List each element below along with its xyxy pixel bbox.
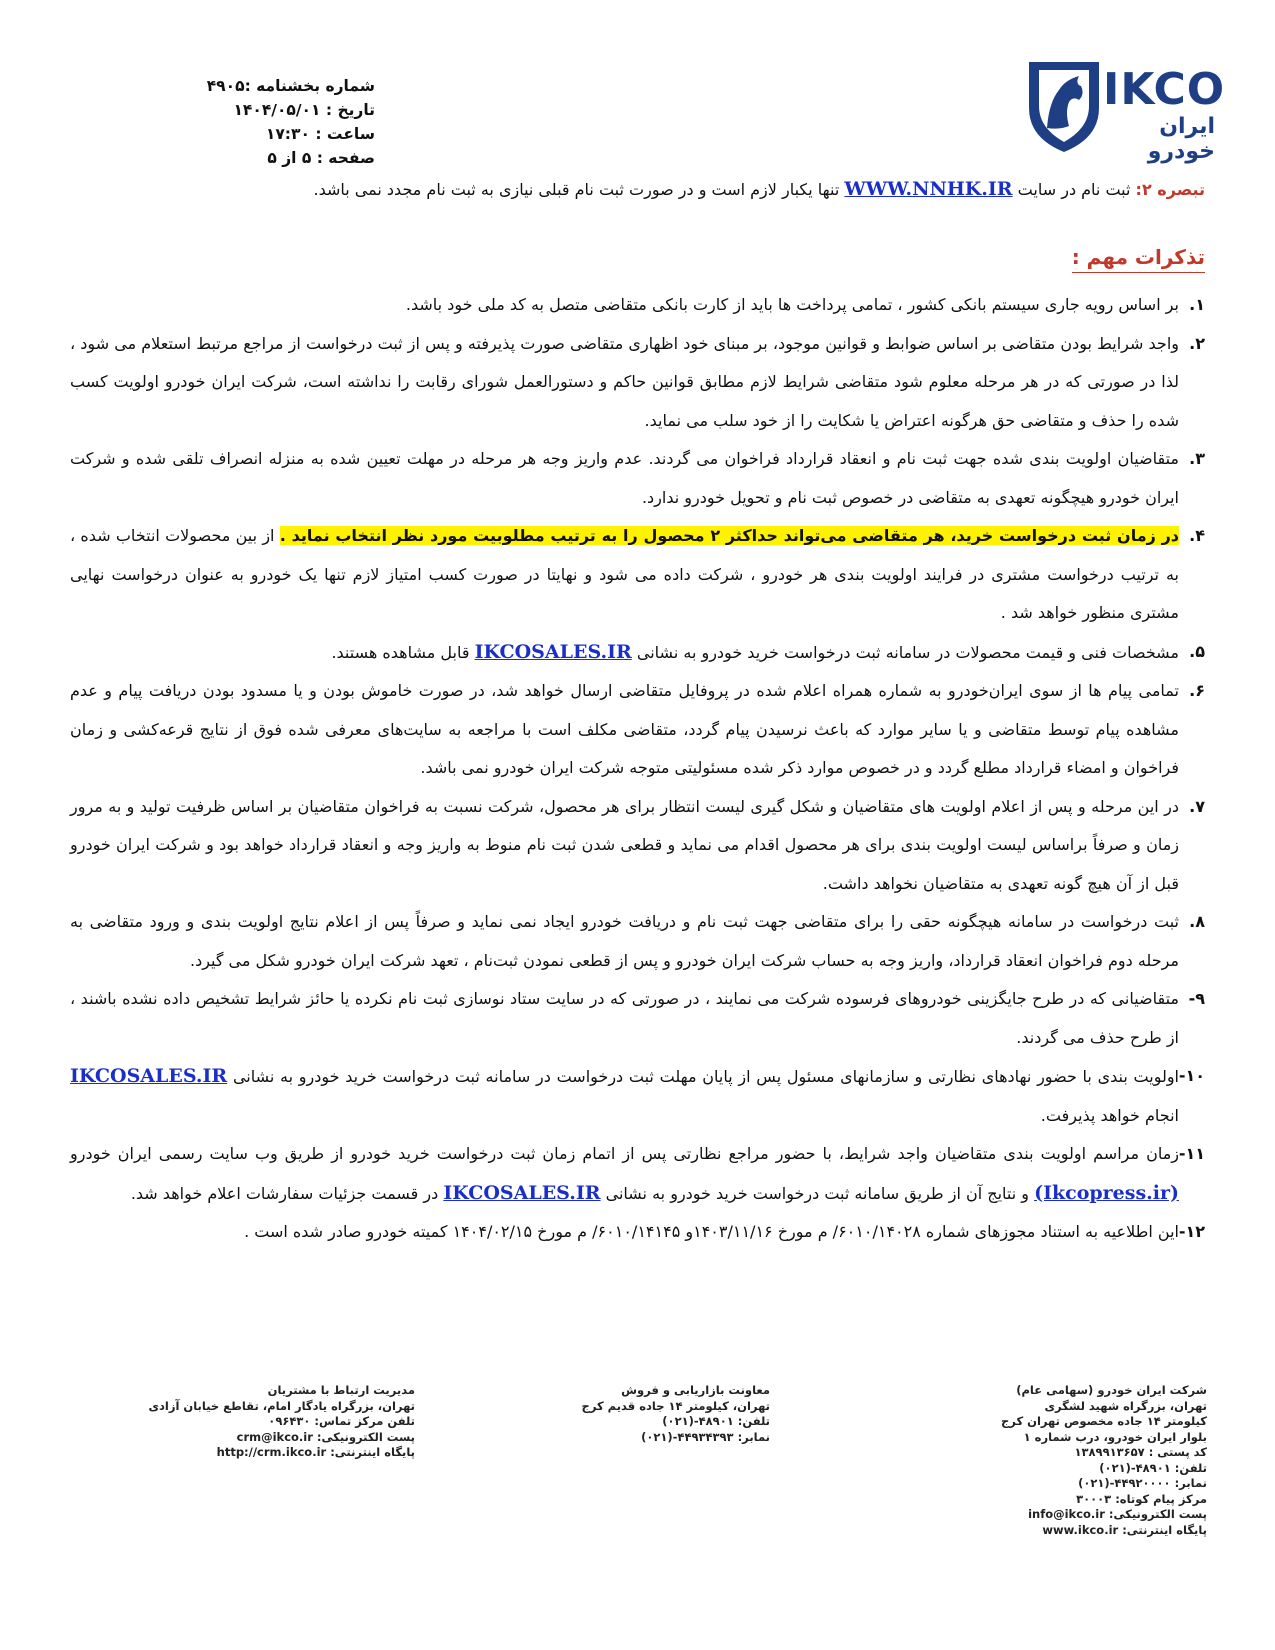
note-2 — [70, 176, 1205, 203]
list-item — [70, 672, 1205, 788]
item-text: متقاضیانی که در طرح جایگزینی خودروهای فرسوده شرکت می نمایند ، در صورتی که در سایت ستاد نوسازی ثبت نام نکرده یا حائز شرایط تشخیص داده نشده باشند ، از طرح حذف می گردند. — [70, 989, 1179, 1047]
notes-list — [70, 286, 1205, 1252]
item-number: ۵. — [1189, 641, 1205, 661]
circular-date: تاریخ : ۱۴۰۴/۰۵/۰۱ — [233, 101, 375, 119]
circular-meta — [115, 74, 375, 170]
list-item — [70, 325, 1205, 441]
list-item — [70, 1213, 1205, 1252]
item-text-after: قابل مشاهده هستند. — [331, 642, 475, 662]
item-text: واجد شرایط بودن متقاضی بر اساس ضوابط و قوانین موجود، بر مبنای خود اظهاری متقاضی صورت پذیرفته و پس از ثبت درخواست از مراجع مرتبط استعلام می شود ، لذا در صورتی که در هر مرحله معلوم شود متقاضی شرایط لازم مطابق قوانین حاکم و دستورالعمل شورای رقابت را نداشته است، شرکت ایران خودرو اولویت کسب شده را حذف و متقاضی حق هرگونه اعتراض یا شکایت را از خود سلب می نماید. — [70, 333, 1179, 430]
footer-crm-info — [85, 1383, 415, 1461]
important-notes-heading: تذکرات مهم : — [1072, 245, 1205, 273]
footer-line: نمابر: ۴۴۹۲۰۰۰۰-(۰۲۱) — [1078, 1476, 1207, 1490]
list-item — [70, 903, 1205, 980]
footer-line: نمابر: ۴۴۹۳۴۳۹۳-(۰۲۱) — [641, 1429, 770, 1444]
note-2-text-after: تنها یکبار لازم است و در صورت ثبت نام قبلی نیازی به ثبت نام مجدد نمی باشد. — [313, 180, 845, 199]
footer-line: کیلومتر ۱۴ جاده مخصوص تهران کرج — [1001, 1414, 1207, 1428]
footer-line: معاونت بازاریابی و فروش — [621, 1383, 770, 1397]
nnhk-link[interactable]: WWW.NNHK.IR — [844, 178, 1013, 200]
item-text: ثبت درخواست در سامانه هیچگونه حقی را برای متقاضی جهت ثبت نام و دریافت خودرو ایجاد نمی نماید و صرفاً پس از اعلام نتایج اولویت بندی و ورود متقاضی به مرحله دوم فراخوان انعقاد قرارداد، واریز وجه به حساب شرکت ایران خودرو و پس از قطعی نمودن ثبت‌نام ، تعهد شرکت ایران خودرو شکل می گیرد. — [70, 912, 1179, 970]
page-number: صفحه : ۵ از ۵ — [267, 149, 375, 167]
circular-number: شماره بخشنامه :۴۹۰۵ — [206, 77, 375, 95]
item-text: از بین محصولات انتخاب شده ، به ترتیب درخواست مشتری در فرایند اولویت بندی هر خودرو ، شرکت داده می شود و نهایتا در صورت کسب امتیاز لازم تنها یک خودرو به عنوان درخواست نهایی مشتری منظور خواهد شد . — [70, 526, 1179, 622]
item-text: این اطلاعیه به استناد مجوزهای شماره ۶۰۱۰/۱۴۰۲۸/ م مورخ ۱۴۰۳/۱۱/۱۶و ۶۰۱۰/۱۴۱۴۵/ م مورخ ۱۴۰۴/۰۲/۱۵ کمیته خودرو صادر شده است . — [244, 1222, 1179, 1241]
ikco-logo — [1025, 56, 1226, 164]
footer-line: بلوار ایران خودرو، درب شماره ۱ — [1023, 1429, 1207, 1444]
logo-persian-wordmark: ایران خودرو — [1147, 114, 1215, 164]
item-text-middle: و نتایج آن از طریق سامانه ثبت درخواست خرید خودرو به نشانی — [600, 1183, 1035, 1203]
footer-line: پست الکترونیکی: crm@ikco.ir — [236, 1429, 415, 1444]
ikcosales-link[interactable]: IKCOSALES.IR — [474, 640, 632, 663]
item-number: ۳. — [1189, 449, 1205, 468]
footer-line: تلفن مرکز تماس: ۰۹۶۴۳۰ — [268, 1414, 415, 1428]
logo-wordmark: IKCO — [1103, 64, 1226, 115]
item-text: متقاضیان اولویت بندی شده جهت ثبت نام و انعقاد قرارداد فراخوان می گردند. عدم واریز وجه هر مرحله در مهلت تعیین شده به منزله انصراف تلقی شده و شرکت ایران خودرو هیچگونه تعهدی به متقاضی در خصوص ثبت نام و تحویل خودرو ندارد. — [70, 449, 1179, 507]
item-text-before: زمان مراسم اولویت بندی متقاضیان واجد شرایط، با حضور مراجع نظارتی پس از اتمام زمان ثبت درخواست خرید خودرو از طریق وب سایت رسمی ایران خودرو — [70, 1144, 1179, 1163]
item-number: ۸. — [1189, 912, 1205, 931]
list-item — [70, 980, 1205, 1057]
ikcosales-link[interactable]: IKCOSALES.IR — [70, 1065, 228, 1087]
item-number: ۴. — [1189, 526, 1205, 545]
note-2-text-before: ثبت نام در سایت — [1012, 180, 1136, 199]
ikcosales-link[interactable]: IKCOSALES.IR — [443, 1181, 601, 1204]
footer-line: مدیریت ارتباط با مشتریان — [267, 1383, 415, 1397]
footer-line: پست الکترونیکی: info@ikco.ir — [1028, 1507, 1207, 1521]
item-number: ۱۱- — [1178, 1144, 1205, 1163]
item-text: بر اساس رویه جاری سیستم بانکی کشور ، تمامی پرداخت ها باید از کارت بانکی متقاضی متصل به کد ملی خود باشد. — [405, 295, 1179, 314]
item-number: ۶. — [1189, 681, 1205, 700]
item-text-after: در قسمت جزئیات سفارشات اعلام خواهد شد. — [130, 1183, 444, 1203]
item-text-before: اولویت بندی با حضور نهادهای نظارتی و سازمانهای مسئول پس از پایان مهلت ثبت درخواست در سامانه ثبت درخواست خرید خودرو به نشانی — [227, 1067, 1179, 1086]
footer-line: تهران، بزرگراه شهید لشگری — [1044, 1398, 1207, 1413]
circular-time: ساعت : ۱۷:۳۰ — [265, 125, 375, 143]
item-text-before: مشخصات فنی و قیمت محصولات در سامانه ثبت درخواست خرید خودرو به نشانی — [631, 642, 1179, 662]
footer-line: تلفن: ۴۸۹۰۱-(۰۲۱) — [662, 1414, 770, 1428]
list-item — [70, 788, 1205, 904]
footer-line: تهران، بزرگراه یادگار امام، تقاطع خیابان آزادی — [148, 1398, 415, 1413]
item-text-after: انجام خواهد پذیرفت. — [1040, 1105, 1179, 1125]
note-2-label: تبصره ۲: — [1135, 180, 1205, 199]
ikcopress-link[interactable]: (Ikcopress.ir) — [1034, 1181, 1179, 1204]
footer-line: تلفن: ۴۸۹۰۱-(۰۲۱) — [1099, 1460, 1207, 1475]
list-item — [70, 517, 1205, 633]
footer-line: پایگاه اینترنتی: www.ikco.ir — [1042, 1522, 1207, 1537]
item-number: ۹- — [1188, 989, 1205, 1008]
footer-company-info — [887, 1383, 1207, 1538]
footer-line: تهران، کیلومتر ۱۴ جاده قدیم کرج — [581, 1398, 770, 1413]
list-item — [70, 633, 1205, 673]
list-item — [70, 1135, 1205, 1213]
list-item — [70, 1057, 1205, 1135]
list-item — [70, 440, 1205, 517]
item-text: تمامی پیام ها از سوی ایران‌خودرو به شماره همراه اعلام شده در پروفایل متقاضی ارسال خواهد شد، در صورت خاموش بودن و یا مسدود بودن دریافت پیام و عدم مشاهده پیام توسط متقاضی و یا سایر موارد که باعث نرسیدن پیام گردد، متقاضی مکلف است با مراجعه به سایت‌های معرفی شده فوق از نتایج قرعه‌کشی و زمان فراخوان و امضاء قرارداد مطلع گردد و در خصوص موارد ذکر شده مسئولیتی متوجه شرکت ایران خودرو نمی باشد. — [70, 681, 1179, 777]
footer-line: مرکز پیام کوتاه: ۳۰۰۰۳ — [1076, 1491, 1207, 1506]
highlighted-text: در زمان ثبت درخواست خرید، هر متقاضی می‌تواند حداکثر ۲ محصول را به ترتیب مطلوبیت مورد نظر انتخاب نماید . — [279, 526, 1179, 545]
item-number: ۱. — [1189, 295, 1205, 314]
item-number: ۲. — [1189, 333, 1205, 353]
item-text: در این مرحله و پس از اعلام اولویت های متقاضیان و شکل گیری لیست انتظار برای هر محصول، شرکت نسبت به فراخوان متقاضیان بر اساس ظرفیت تولید و به مرور زمان و صرفاً براساس لیست اولویت بندی برای هر محصول اقدام می نماید و قطعی شدن ثبت نام منوط به واریز وجه و انعقاد قرارداد خواهد بود و شرکت ایران خودرو قبل از آن هیچ گونه تعهدی به متقاضیان نخواهد داشت. — [70, 796, 1179, 893]
footer-line: شرکت ایران خودرو (سهامی عام) — [1016, 1383, 1207, 1397]
item-number: ۱۲- — [1178, 1222, 1205, 1241]
footer-sales-info — [480, 1383, 770, 1445]
list-item — [70, 286, 1205, 325]
footer-line: کد پستی : ۱۳۸۹۹۱۳۶۵۷ — [1074, 1445, 1207, 1459]
horse-shield-icon — [1025, 56, 1103, 156]
item-number: ۷. — [1189, 796, 1205, 816]
item-number: ۱۰- — [1178, 1066, 1205, 1085]
footer-line: پایگاه اینترنتی: http://crm.ikco.ir — [216, 1445, 415, 1459]
